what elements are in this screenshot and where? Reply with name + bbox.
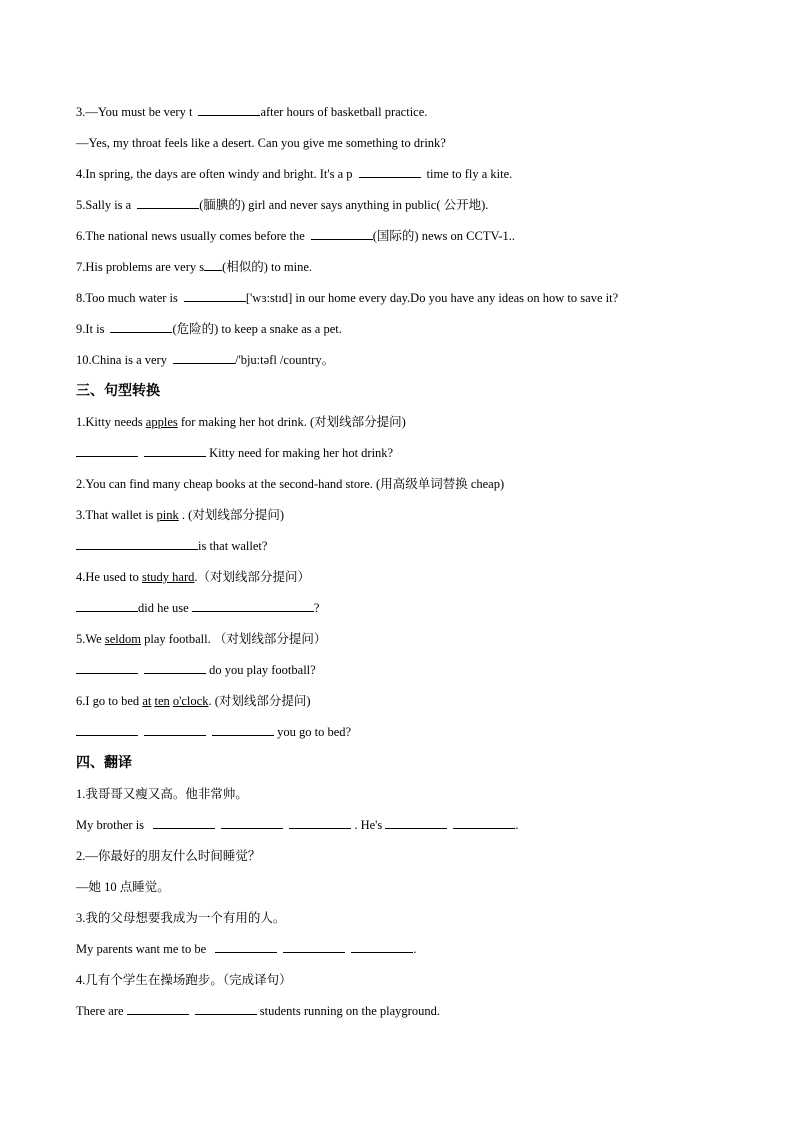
worksheet-page <box>76 100 736 1030</box>
answer-blank[interactable] <box>198 101 260 116</box>
answer-text: . He's <box>351 818 386 832</box>
question-text: 9.It is <box>76 322 105 336</box>
answer-blank[interactable] <box>127 1000 189 1015</box>
question-text: (腼腆的) girl and never says anything in public( 公开地). <box>199 198 489 212</box>
answer-text: you go to bed? <box>274 725 352 739</box>
section-3-heading: 三、句型转换 <box>76 383 160 399</box>
answer-text: students running on the playground. <box>256 1004 440 1018</box>
answer-text: There are <box>76 1004 127 1018</box>
answer-blank[interactable] <box>221 814 283 829</box>
answer-blank[interactable] <box>385 814 447 829</box>
answer-blank[interactable] <box>195 1000 257 1015</box>
section3-question-6 <box>76 689 736 720</box>
underlined-word: o'clock <box>172 694 209 708</box>
answer-text: My parents want me to be <box>76 942 210 956</box>
section3-question-1 <box>76 410 736 441</box>
section4-answer-1 <box>76 813 736 844</box>
answer-blank[interactable] <box>359 163 421 178</box>
section3-answer-4 <box>76 596 736 627</box>
question-text: play football. （对划线部分提问） <box>140 632 327 646</box>
answer-blank[interactable] <box>153 814 215 829</box>
section4-question-2: 2.—你最好的朋友什么时间睡觉？ <box>76 849 261 863</box>
answer-blank[interactable] <box>283 938 345 953</box>
underlined-word: seldom <box>104 632 141 646</box>
answer-text: Kitty need for making her hot drink? <box>206 446 394 460</box>
question-text: after hours of basketball practice. <box>260 105 428 119</box>
question-text: (危险的) to keep a snake as a pet. <box>172 322 342 336</box>
answer-text: did he use <box>138 601 192 615</box>
question-text: 4.He used to <box>76 570 142 584</box>
question-text: (国际的) news on CCTV-1.. <box>372 229 515 243</box>
answer-blank[interactable] <box>311 225 373 240</box>
question-text: .（对划线部分提问） <box>194 570 311 584</box>
section3-question-3 <box>76 503 736 534</box>
answer-text: do you play football? <box>206 663 316 677</box>
question-6 <box>76 224 736 255</box>
section3-question-5 <box>76 627 736 658</box>
answer-blank[interactable] <box>144 721 206 736</box>
underlined-word: ten <box>154 694 170 708</box>
question-text: for making her hot drink. (对划线部分提问) <box>177 415 406 429</box>
question-text: 10.China is a very <box>76 353 167 367</box>
answer-blank[interactable] <box>215 938 277 953</box>
question-text: . (对划线部分提问) <box>178 508 284 522</box>
question-8 <box>76 286 736 317</box>
answer-blank[interactable] <box>76 442 138 457</box>
section4-answer-4 <box>76 999 736 1030</box>
question-text: 4.In spring, the days are often windy and bright. It's a p <box>76 167 353 181</box>
section3-question-2: 2.You can find many cheap books at the second-hand store. (用高级单词替换 cheap) <box>76 477 505 491</box>
question-text: 3.That wallet is <box>76 508 157 522</box>
section-4-heading: 四、翻译 <box>76 755 132 771</box>
answer-blank[interactable] <box>137 194 199 209</box>
question-text: 3.—You must be very t <box>76 105 193 119</box>
question-text: 5.Sally is a <box>76 198 132 212</box>
section3-answer-1 <box>76 441 736 472</box>
section4-question-1: 1.我哥哥又瘦又高。他非常帅。 <box>76 787 248 801</box>
answer-blank[interactable] <box>204 256 222 271</box>
underlined-word: apples <box>145 415 178 429</box>
underlined-word: study hard <box>141 570 195 584</box>
question-7 <box>76 255 736 286</box>
question-text: /'bju:təfl /country。 <box>234 353 335 367</box>
question-9 <box>76 317 736 348</box>
section4-answer-3 <box>76 937 736 968</box>
question-4 <box>76 162 736 193</box>
answer-text: . <box>413 942 417 956</box>
section3-answer-5 <box>76 658 736 689</box>
answer-blank[interactable] <box>76 535 198 550</box>
question-text: 7.His problems are very s <box>76 260 205 274</box>
answer-blank[interactable] <box>110 318 172 333</box>
section4-question-3: 3.我的父母想要我成为一个有用的人。 <box>76 911 286 925</box>
answer-text: is that wallet? <box>198 539 268 553</box>
question-text: time to fly a kite. <box>426 167 513 181</box>
section4-question-2-reply: —她 10 点睡觉。 <box>76 880 170 894</box>
question-3 <box>76 100 736 131</box>
section3-question-4 <box>76 565 736 596</box>
answer-blank[interactable] <box>212 721 274 736</box>
answer-blank[interactable] <box>351 938 413 953</box>
section3-answer-6 <box>76 720 736 751</box>
answer-blank[interactable] <box>453 814 515 829</box>
answer-blank[interactable] <box>184 287 246 302</box>
section3-answer-3 <box>76 534 736 565</box>
answer-blank[interactable] <box>289 814 351 829</box>
answer-text: . <box>515 818 519 832</box>
question-3-reply: —Yes, my throat feels like a desert. Can you give me something to drink? <box>76 136 446 150</box>
underlined-word: pink <box>156 508 179 522</box>
question-text: 8.Too much water is <box>76 291 178 305</box>
answer-text: My brother is <box>76 818 148 832</box>
question-10 <box>76 348 736 379</box>
answer-blank[interactable] <box>173 349 235 364</box>
underlined-word: at <box>142 694 152 708</box>
question-text: ['wɜ:stɪd] in our home every day.Do you have any ideas on how to save it? <box>245 291 619 305</box>
question-text: 6.The national news usually comes before the <box>76 229 305 243</box>
question-text: (相似的) to mine. <box>222 260 313 274</box>
question-text: . (对划线部分提问) <box>208 694 311 708</box>
question-text: 1.Kitty needs <box>76 415 146 429</box>
question-text: 6.I go to bed <box>76 694 143 708</box>
answer-blank[interactable] <box>76 597 138 612</box>
question-text: 5.We <box>76 632 105 646</box>
answer-blank[interactable] <box>144 659 206 674</box>
answer-blank[interactable] <box>144 442 206 457</box>
answer-blank[interactable] <box>76 659 138 674</box>
answer-text: ? <box>313 601 320 615</box>
answer-blank[interactable] <box>192 597 314 612</box>
question-5 <box>76 193 736 224</box>
section4-question-4: 4.几有个学生在操场跑步。（完成译句） <box>76 973 292 987</box>
answer-blank[interactable] <box>76 721 138 736</box>
